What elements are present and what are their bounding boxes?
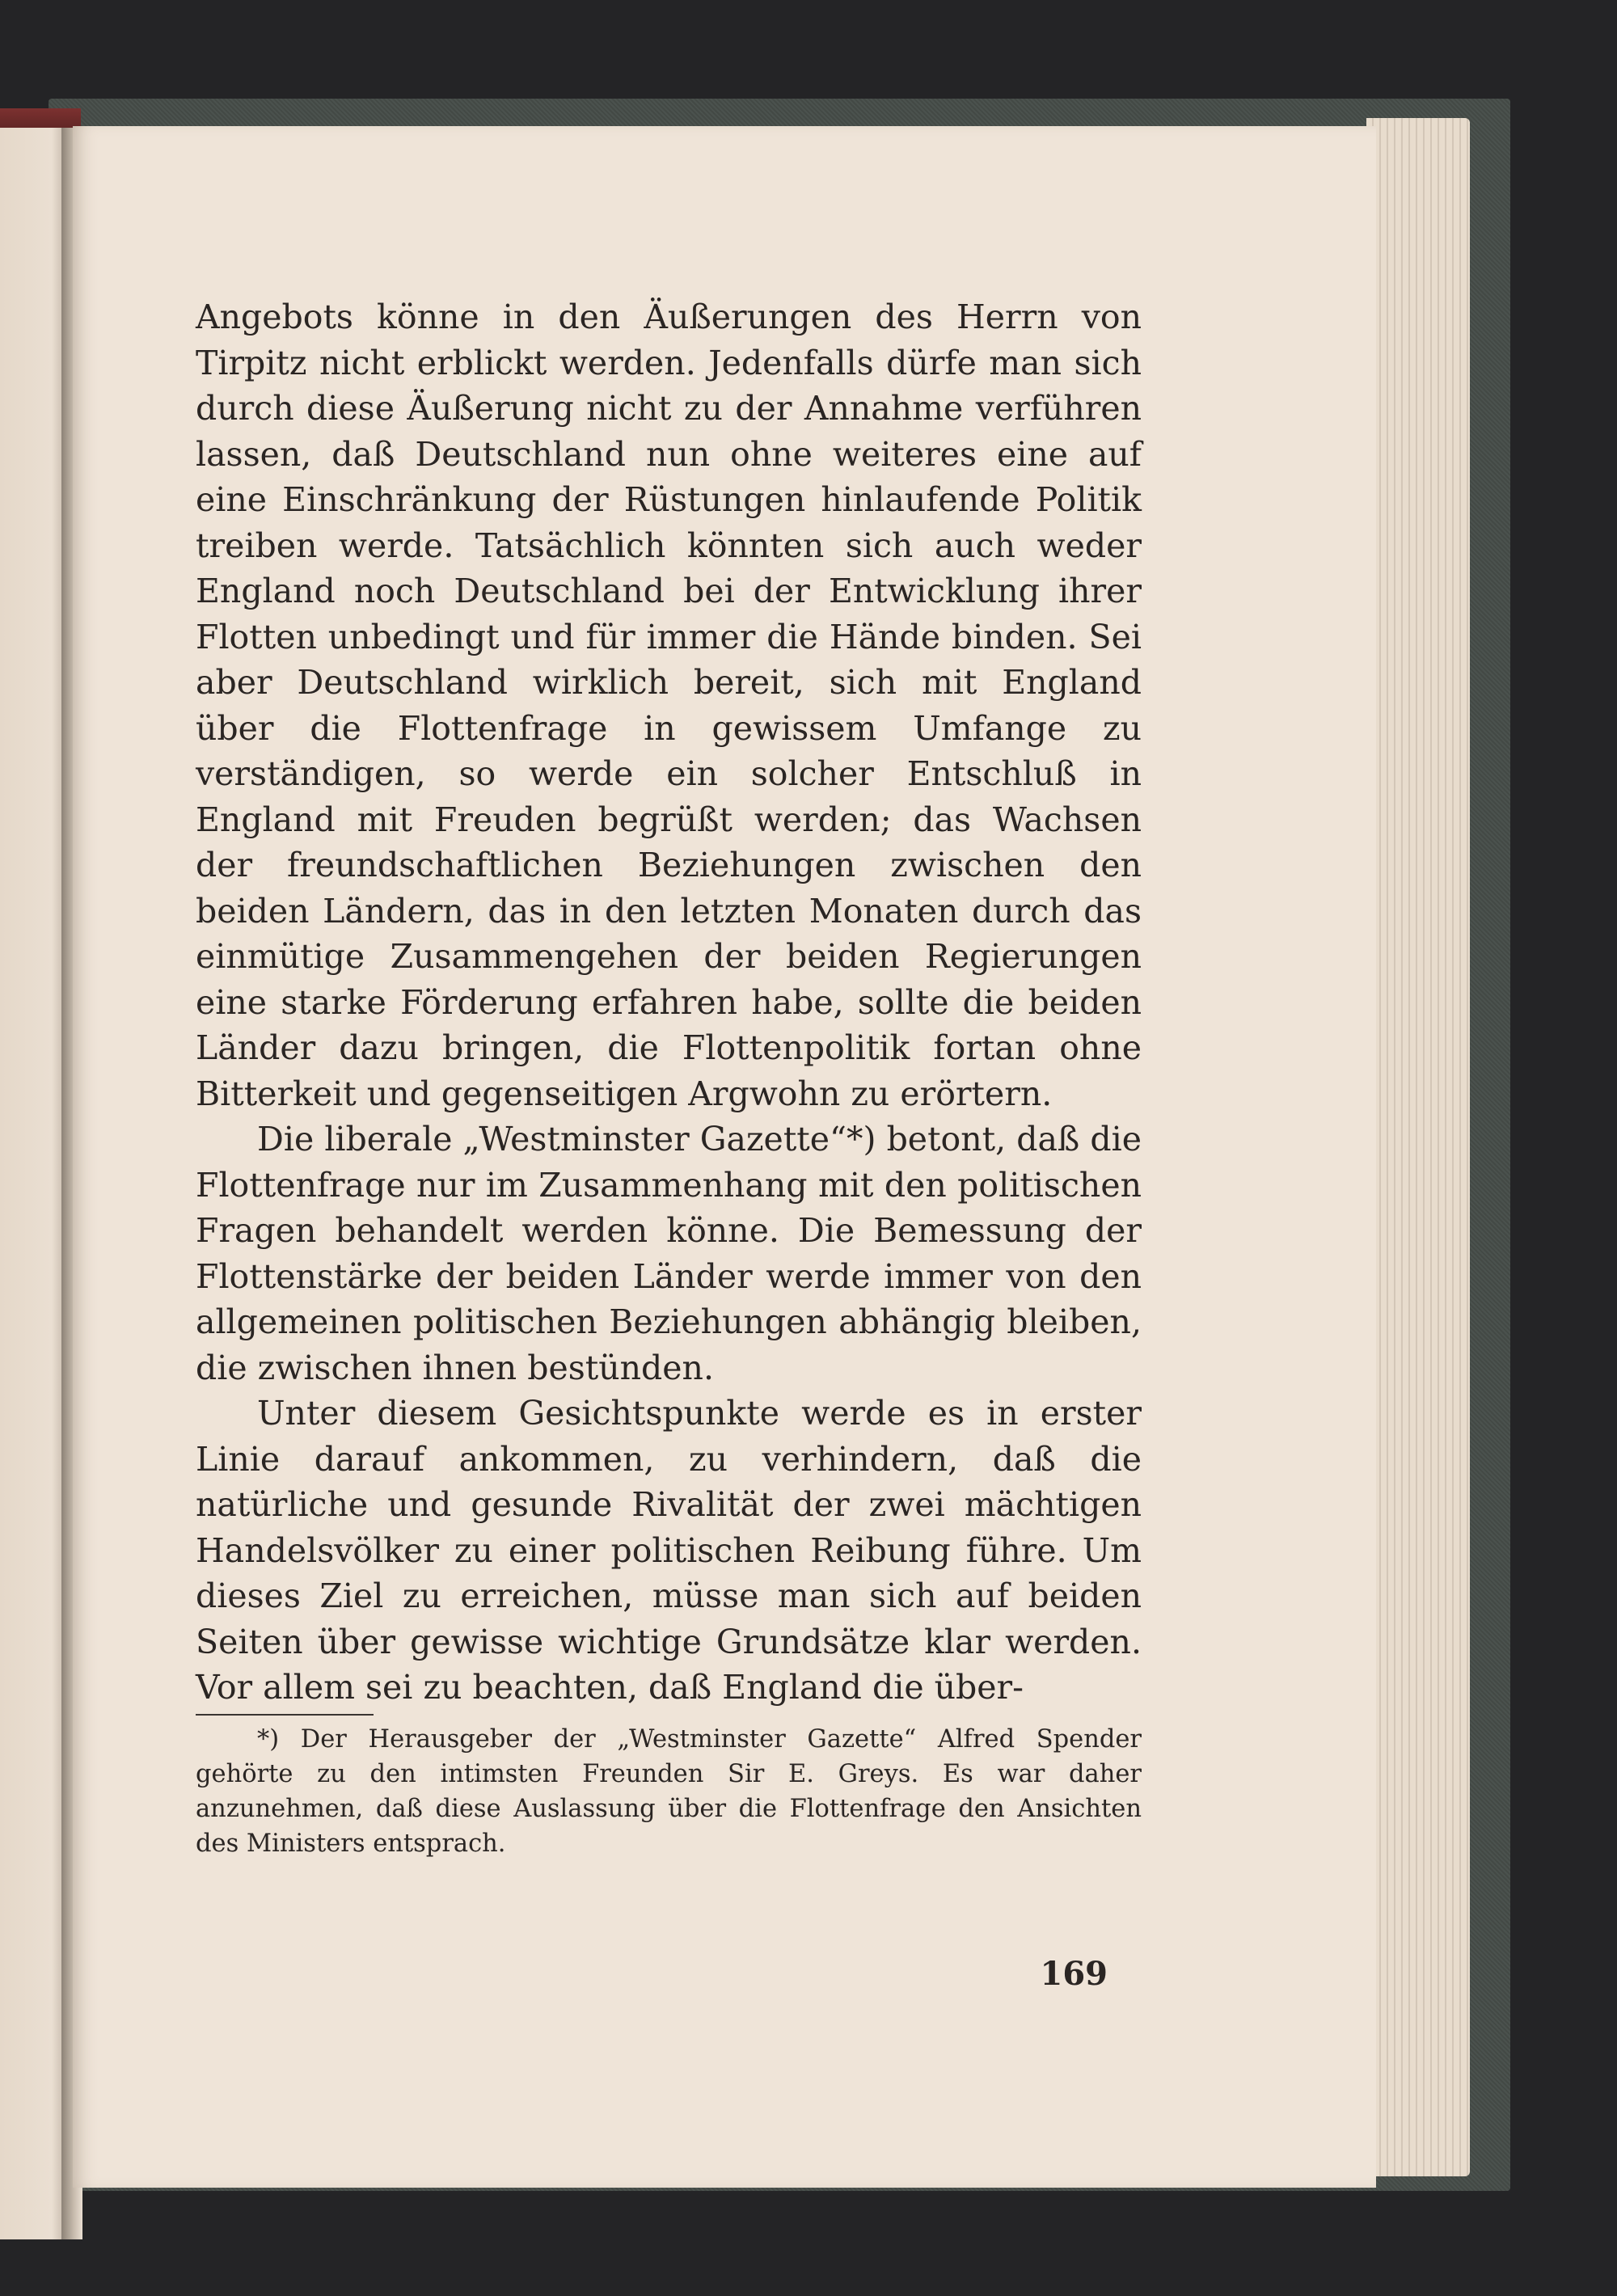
paragraph-2: Die liberale „Westminster Gazette“*) betont, daß die Flottenfrage nur im Zusammenhang mit den politischen Fragen behandelt werden könne. Die Bemessung der Flottenstärke der beiden Länder werde immer von den allgemeinen politischen Beziehungen abhängig bleiben, die zwischen ihnen bestünden. [196, 1120, 1142, 1387]
footnote-divider [196, 1714, 374, 1716]
page-number: 169 [1040, 1955, 1108, 1993]
page-edges [1366, 118, 1470, 2176]
paragraph-1: Angebots könne in den Äußerungen des Herrn von Tirpitz nicht erblickt werden. Jedenfalls dürfe man sich durch diese Äußerung nicht zu der Annahme verführen lassen, daß Deutschland nun ohne weiteres eine auf eine Einschränkung der Rüstungen hinlaufende Politik treiben werde. Tatsächlich könnten sich auch weder England noch Deutschland bei der Entwicklung ihrer Flotten unbedingt und für immer die Hände binden. Sei aber Deutschland wirklich bereit, sich mit England über die Flottenfrage in gewissem Umfange zu verständigen, so werde ein solcher Entschluß in England mit Freuden begrüßt werden; das Wachsen der freundschaftlichen Beziehungen zwischen den beiden Ländern, das in den letzten Monaten durch das einmütige Zusammengehen der beiden Regierungen eine starke Förderung erfahren habe, sollte die beiden Länder dazu bringen, die Flottenpolitik fortan ohne Bitterkeit und gegenseitigen Argwohn zu erörtern. [196, 298, 1142, 1113]
left-page-edge [0, 128, 65, 2239]
footnote: *) Der Herausgeber der „Westminster Gazette“ Alfred Spender gehörte zu den intimsten Freunden Sir E. Greys. Es war daher anzunehmen, daß diese Auslassung über die Flottenfrage den Ansichten des Ministers entsprach. [196, 1724, 1142, 1858]
book-page [73, 126, 1376, 2188]
page-text-block [196, 294, 1142, 1861]
paragraph-3: Unter diesem Gesichtspunkte werde es in erster Linie darauf ankommen, zu verhindern, daß die natürliche und gesunde Rivalität der zwei mächtigen Handelsvölker zu einer politischen Reibung führe. Um dieses Ziel zu erreichen, müsse man sich auf beiden Seiten über gewisse wichtige Grundsätze klar werden. Vor allem sei zu beachten, daß England die über- [196, 1394, 1142, 1707]
